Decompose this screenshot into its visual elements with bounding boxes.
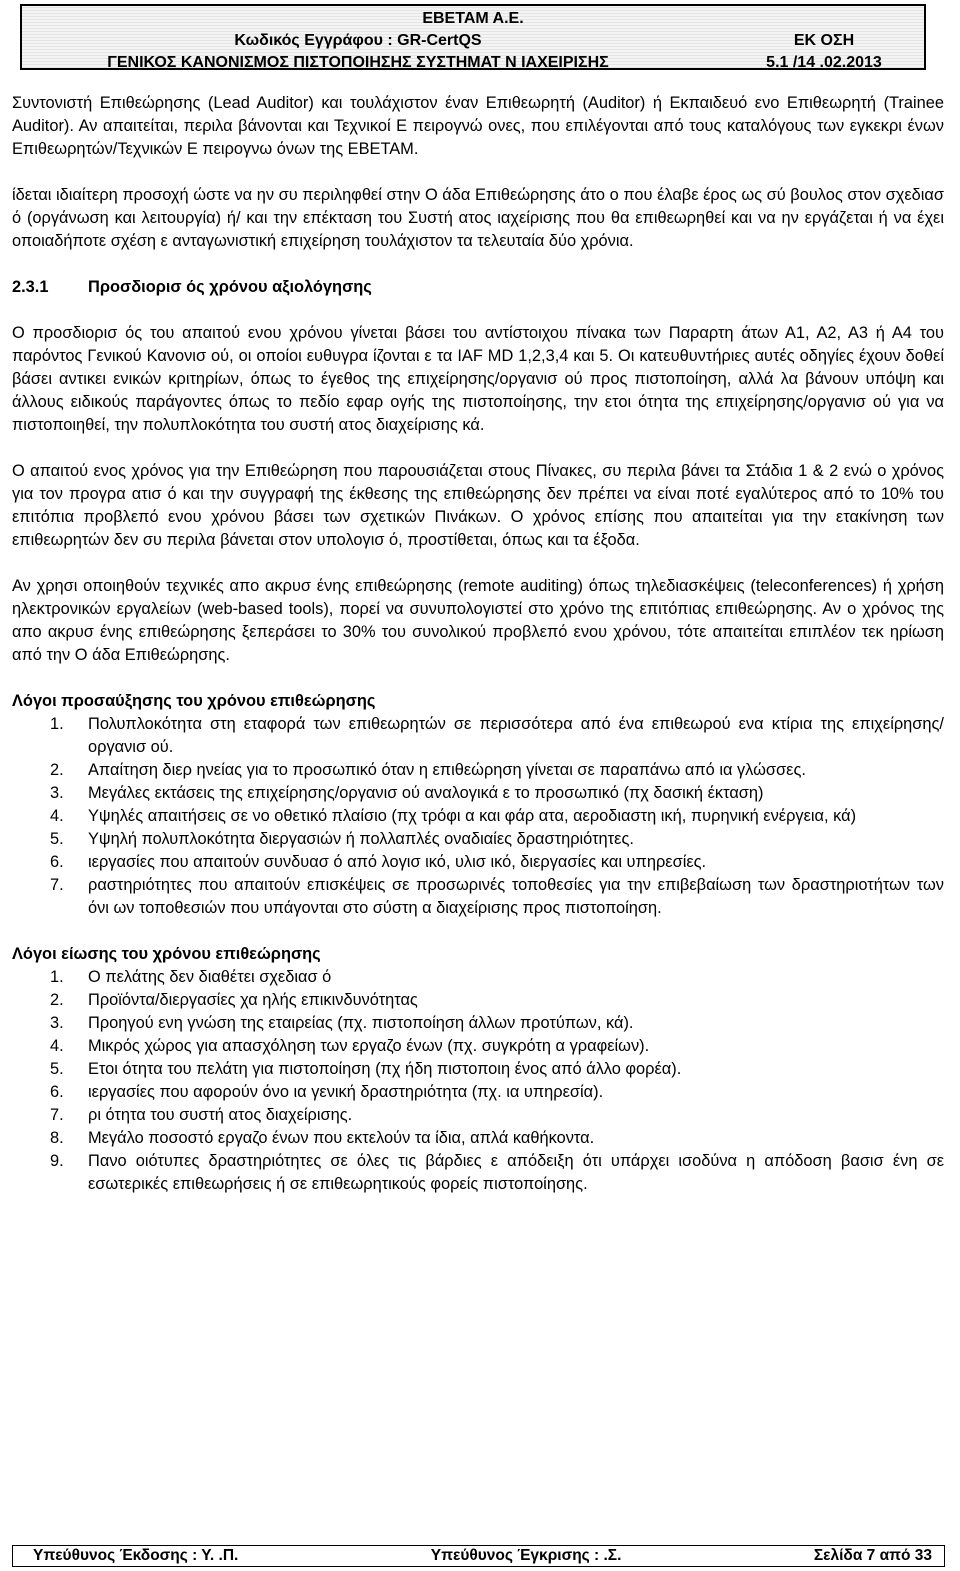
care-paragraph: ίδεται ιδιαίτερη προσοχή ώστε να ην συ περιληφθεί στην Ο άδα Επιθεώρησης άτο ο που έλαβε έρος ως σύ βουλος στον σχεδιασ ό (οργάνωση και λειτουργία) ή/ και την επέκταση του Συστή ατος ιαχείρισης που θα επιθεωρηθεί και να ην εργάζεται ή να έχει οποιαδήποτε σχέση ε ανταγωνιστική επιχείρηση τουλάχιστον τα τελευταία δύο χρόνια. bbox=[12, 186, 944, 250]
list-item: 3. Μεγάλες εκτάσεις της επιχείρησης/οργανισ ού αναλογικά ε το προσωπικό (πχ δασική έκταση) bbox=[50, 784, 764, 802]
document-footer bbox=[12, 1545, 945, 1567]
document-body bbox=[12, 92, 944, 1196]
list-item: 7. ραστηριότητες που απαιτούν επισκέψεις σε προσωρινές τοποθεσίες για την επιβεβαίωση των δραστηριοτήτων των όνι ων τοποθεσιών που υπάγονται στο σύστη α διαχείρισης προς πιστοποίηση. bbox=[50, 876, 944, 917]
document-code: Κωδικός Εγγράφου : GR-CertQS bbox=[234, 32, 482, 49]
edition-label: ΕΚ ΟΣΗ bbox=[793, 32, 855, 49]
list-item: 4. Μικρός χώρος για απασχόληση των εργαζο ένων (πχ. συγκρότη α γραφείων). bbox=[50, 1037, 650, 1055]
document-header bbox=[20, 4, 926, 70]
list-item: 1. Πολυπλοκότητα στη εταφορά των επιθεωρητών σε περισσότερα από ένα επιθεωρού ενα κτίρια της επιχείρησης/οργανισ ού. bbox=[50, 715, 944, 756]
list-item: 2. Προϊόντα/διεργασίες χα ηλής επικινδυνότητας bbox=[50, 991, 418, 1009]
increase-reasons-title: Λόγοι προσαύξησης του χρόνου επιθεώρησης bbox=[12, 692, 376, 710]
remote-audit-paragraph: Αν χρησι οποιηθούν τεχνικές απο ακρυσ ένης επιθεώρησης (remote auditing) όπως τηλεδιασκέψεις (teleconferences) ή χρήση ηλεκτρονικών εργαλείων (web-based tools), πορεί να συνυπολογιστεί στο χρόνο της επιτόπιας επιθεώρησης. Αν ο χρόνος της απο ακρυσ ένης επιθεώρησης ξεπεράσει το 30% του συνολικού προβλεπό ενου χρόνου, τότε απαιτείται επιπλέον τεκ ηρίωση από την Ο άδα Επιθεώρησης. bbox=[12, 577, 944, 664]
list-item: 2. Απαίτηση διερ ηνείας για το προσωπικό όταν η επιθεώρηση γίνεται σε παραπάνω από ια γλώσσες. bbox=[50, 761, 806, 779]
decrease-reasons-list bbox=[12, 966, 944, 1196]
document-title: ΓΕΝΙΚΟΣ ΚΑΝΟΝΙΣΜΟΣ ΠΙΣΤΟΠΟΙΗΣΗΣ ΣΥΣΤΗΜΑΤ Ν ΙΑΧΕΙΡΙΣΗΣ bbox=[107, 54, 609, 71]
approver-text: Υπεύθυνος Έγκρισης : .Σ. bbox=[430, 1547, 622, 1564]
section-number: 2.3.1 bbox=[12, 278, 49, 296]
list-item: 1. Ο πελάτης δεν διαθέτει σχεδιασ ό bbox=[50, 968, 332, 986]
list-item: 4. Υψηλές απαιτήσεις σε νο οθετικό πλαίσιο (πχ τρόφι α και φάρ ατα, αεροδιαστη ική, πυρηνική ενέργεια, κά) bbox=[50, 807, 857, 825]
page-number: Σελίδα 7 από 33 bbox=[813, 1547, 932, 1564]
required-time-paragraph: Ο απαιτού ενος χρόνος για την Επιθεώρηση που παρουσιάζεται στους Πίνακες, συ περιλα βάνει τα Στάδια 1 & 2 ενώ ο χρόνος για τον προγρα ατισ ό και την συγγραφή της έκθεσης της επιθεώρησης δεν πρέπει να είναι ποτέ εγαλύτερος από το 10% του επιτόπια προβλεπό ενου χρόνου βάσει των σχετικών Πινάκων. Ο χρόνος επίσης που απαιτείται για την ετακίνηση των επιθεωρητών δεν συ περιλα βάνεται στον υπολογισ ό, προστίθεται, όπως και τα έξοδα. bbox=[12, 462, 944, 549]
edition-value: 5.1 /14 .02.2013 bbox=[766, 54, 882, 71]
intro-paragraph: Συντονιστή Επιθεώρησης (Lead Auditor) και τουλάχιστον έναν Επιθεωρητή (Auditor) ή Εκπαιδευό ενο Επιθεωρητή (Trainee Auditor). Αν απαιτείται, περιλα βάνονται και Τεχνικοί Ε πειρογνώ ονες, που επιλέγονται από τους καταλόγους των εγκεκρι ένων Επιθεωρητών/Τεχνικών Ε πειρογνω όνων της ΕΒΕΤΑΜ. bbox=[12, 94, 944, 158]
list-item: 5. Υψηλή πολυπλοκότητα διεργασιών ή πολλαπλές οναδιαίες δραστηριότητες. bbox=[50, 830, 634, 848]
section-title: Προσδιορισ ός χρόνου αξιολόγησης bbox=[88, 278, 372, 296]
list-item: 5. Ετοι ότητα του πελάτη για πιστοποίηση (πχ ήδη πιστοποιη ένος από άλλο φορέα). bbox=[50, 1060, 682, 1078]
list-item: 7. ρι ότητα του συστή ατος διαχείρισης. bbox=[50, 1106, 353, 1124]
org-name: ΕΒΕΤΑΜ Α.Ε. bbox=[422, 10, 524, 27]
issuer-text: Υπεύθυνος Έκδοσης : Υ. .Π. bbox=[33, 1547, 239, 1564]
list-item: 3. Προηγού ενη γνώση της εταιρείας (πχ. πιστοποίηση άλλων προτύπων, κά). bbox=[50, 1014, 634, 1032]
list-item: 6. ιεργασίες που απαιτούν συνδυασ ό από λογισ ικό, υλισ ικό, διεργασίες και υπηρεσίες. bbox=[50, 853, 707, 871]
section-heading bbox=[12, 276, 944, 299]
time-determination-paragraph: Ο προσδιορισ ός του απαιτού ενου χρόνου γίνεται βάσει του αντίστοιχου πίνακα των Παραρτη άτων Α1, Α2, Α3 ή Α4 του παρόντος Γενικού Κανονισ ού, οι οποίοι ευθυγρα ίζονται ε τα IAF MD 1,2,3,4 και 5. Οι κατευθυντήριες αυτές οδηγίες έχουν δοθεί βάσει αντικει ενικών κριτηρίων, όπως το έγεθος της επιχείρησης/οργανισ ού προς πιστοποίηση, αλλά λα βάνουν υπόψη και άλλους ειδικούς παράγοντες όπως το πεδίο εφαρ ογής της πιστοποίησης, την ετοι ότητα της επιχείρησης/οργανισ ού για να πιστοποιηθεί, την πολυπλοκότητα του συστή ατος διαχείρισης κά. bbox=[12, 324, 944, 434]
increase-reasons-list bbox=[12, 713, 944, 920]
list-item: 6. ιεργασίες που αφορούν όνο ια γενική δραστηριότητα (πχ. ια υπηρεσία). bbox=[50, 1083, 604, 1101]
decrease-reasons-title: Λόγοι είωσης του χρόνου επιθεώρησης bbox=[12, 945, 321, 963]
list-item: 8. Μεγάλο ποσοστό εργαζο ένων που εκτελούν τα ίδια, απλά καθήκοντα. bbox=[50, 1129, 595, 1147]
list-item: 9. Πανο οιότυπες δραστηριότητες σε όλες τις βάρδιες ε απόδειξη ότι υπάρχει ισοδύνα η απόδοση βασισ ένη σε εσωτερικές επιθεωρήσεις ή σε επιθεωρητικούς φορείς πιστοποίησης. bbox=[50, 1152, 944, 1193]
